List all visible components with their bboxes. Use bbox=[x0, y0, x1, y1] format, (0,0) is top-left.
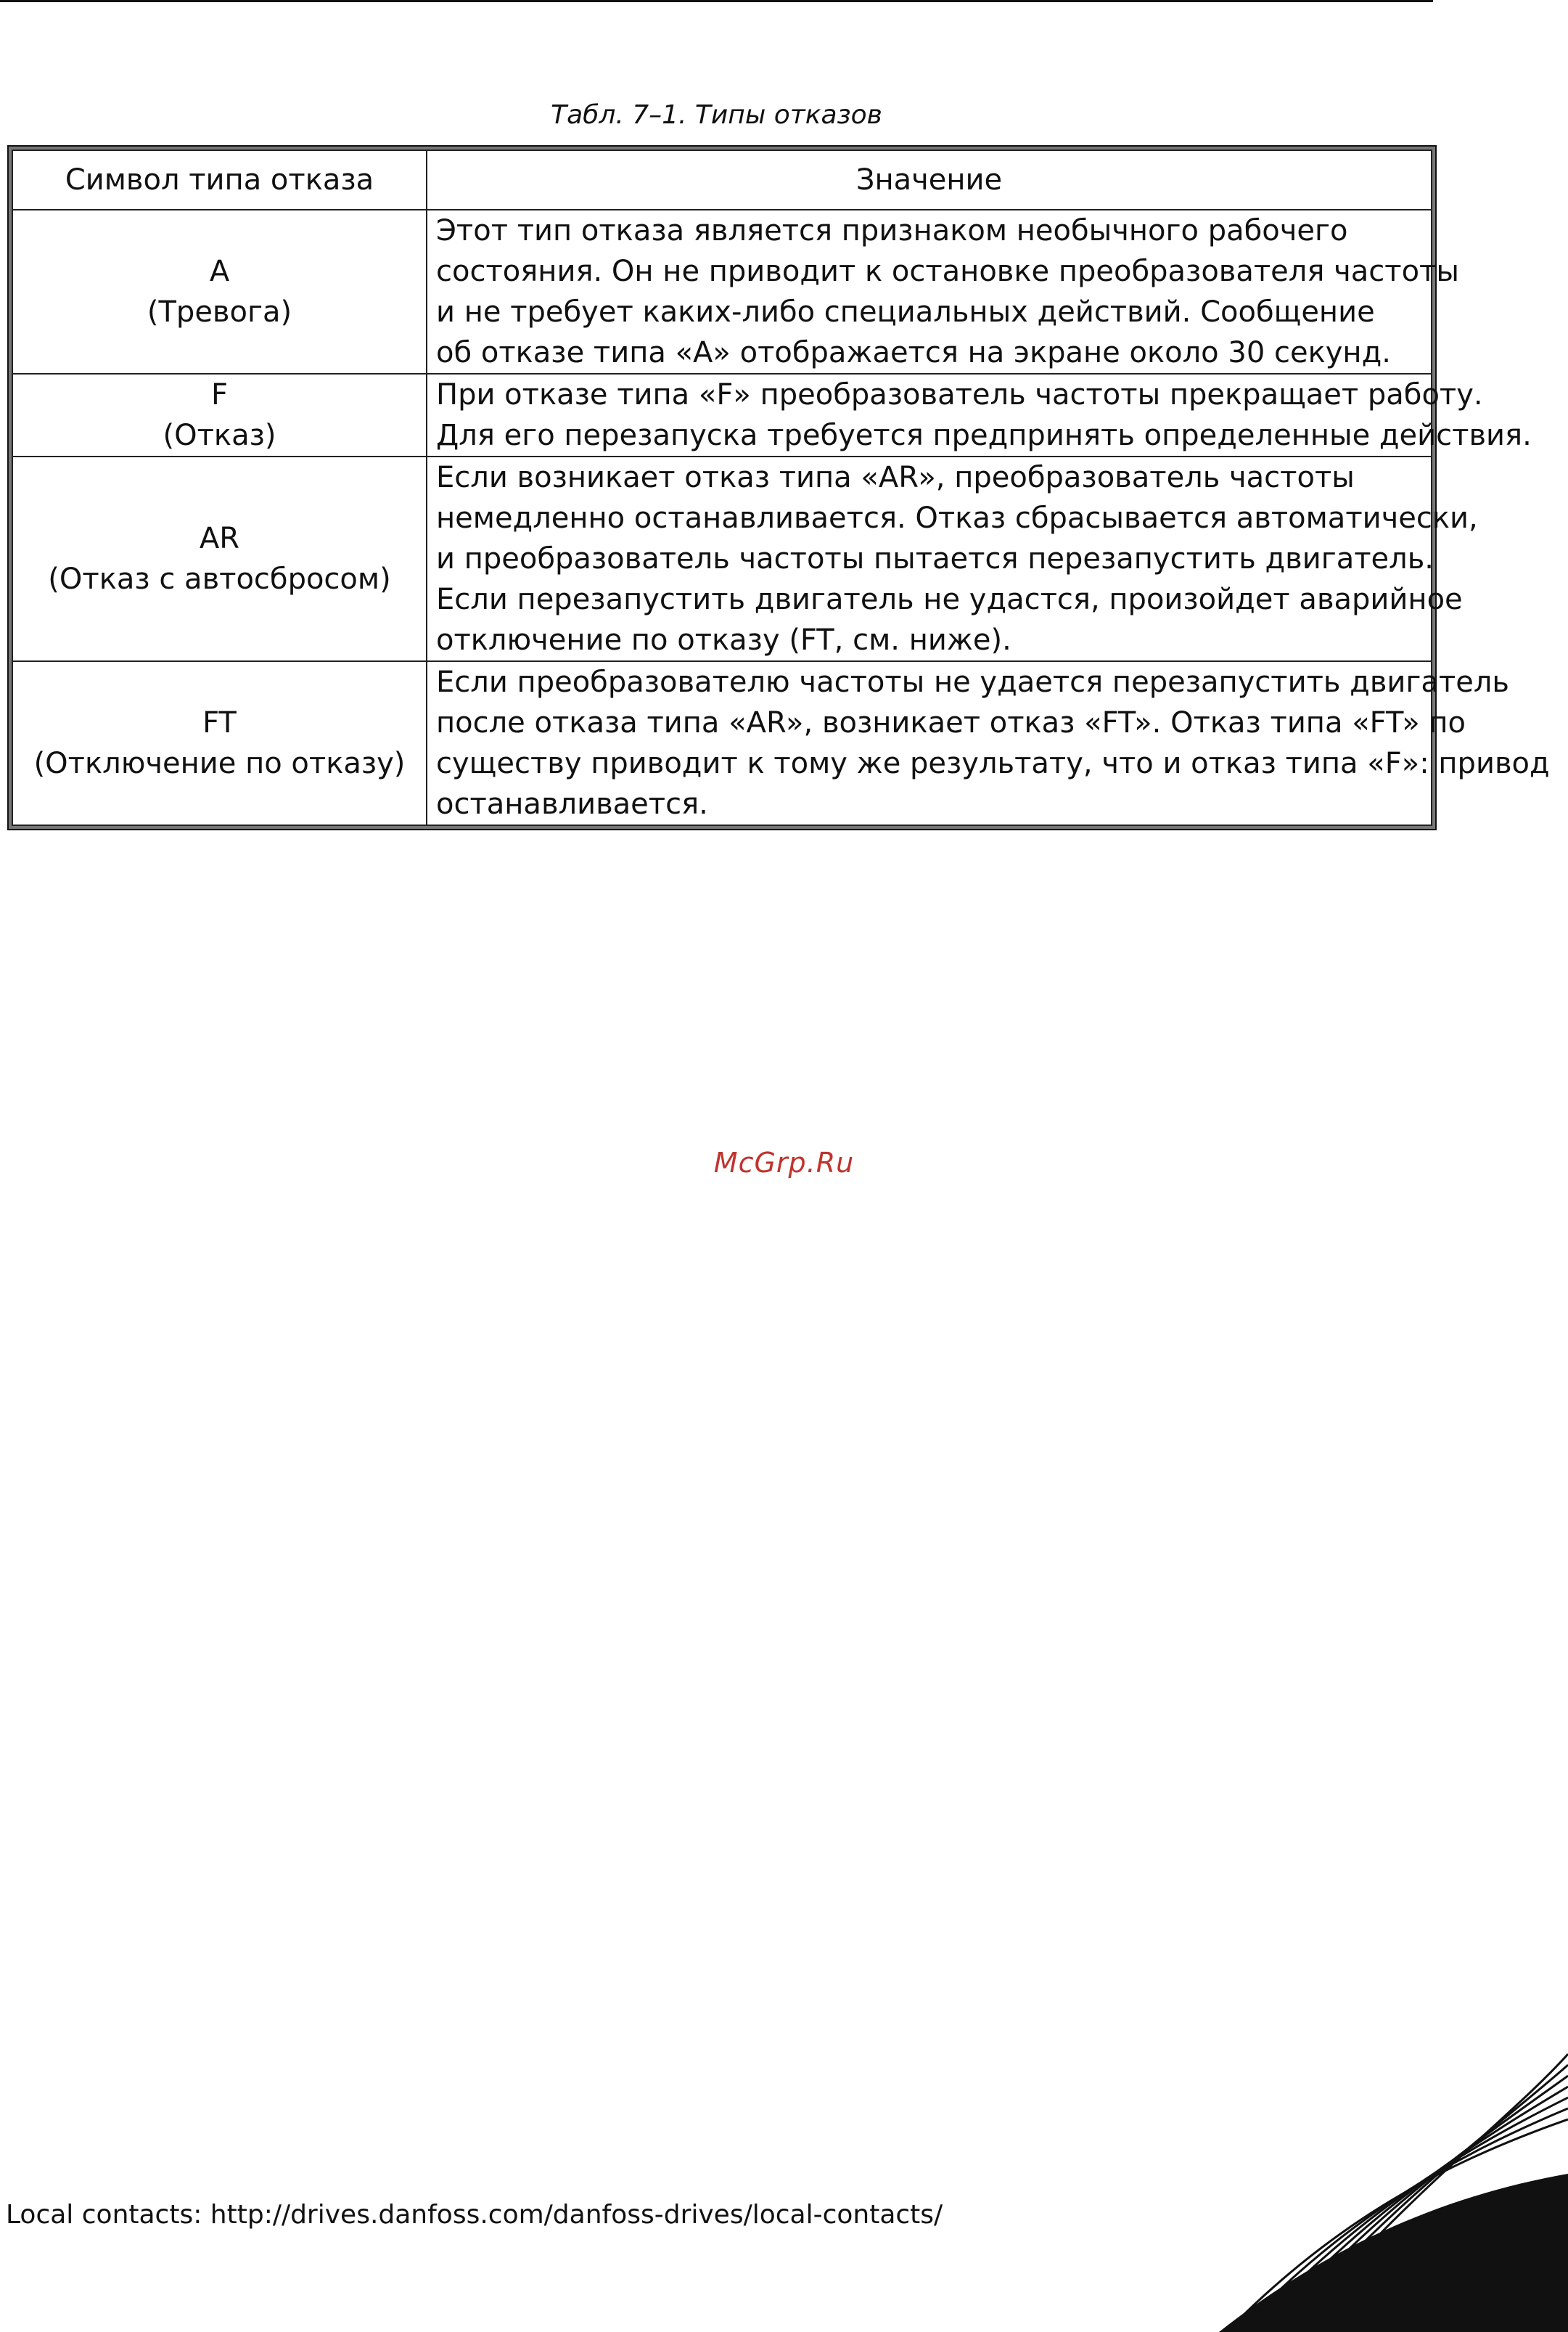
swoosh-solid bbox=[1219, 2174, 1568, 2332]
meaning-line: Если возникает отказ типа «AR», преобразователь частоты bbox=[436, 461, 1355, 494]
fault-name: (Тревога) bbox=[147, 295, 292, 329]
fault-name: (Отключение по отказу) bbox=[33, 747, 406, 780]
header-meaning: Значение bbox=[427, 150, 1432, 210]
fault-name: (Отказ с автосбросом) bbox=[48, 562, 391, 596]
meaning-line: существу приводит к тому же результату, что и отказ типа «F»: привод bbox=[436, 747, 1550, 780]
meaning-line: и не требует каких-либо специальных действий. Сообщение bbox=[436, 295, 1375, 329]
meaning-line: состояния. Он не приводит к остановке преобразователя частоты bbox=[436, 255, 1459, 288]
fault-name: (Отказ) bbox=[163, 419, 276, 452]
meaning-line: после отказа типа «AR», возникает отказ «FT». Отказ типа «FT» по bbox=[436, 706, 1466, 740]
meaning-line: и преобразователь частоты пытается перезапустить двигатель. bbox=[436, 542, 1434, 576]
fault-code: FT bbox=[202, 706, 237, 740]
table-caption: Табл. 7–1. Типы отказов bbox=[551, 100, 882, 130]
meaning-line: При отказе типа «F» преобразователь частоты прекращает работу. bbox=[436, 378, 1483, 412]
meaning-line: отключение по отказу (FT, см. ниже). bbox=[436, 623, 1011, 657]
meaning-line: немедленно останавливается. Отказ сбрасывается автоматически, bbox=[436, 502, 1478, 535]
fault-code: AR bbox=[199, 522, 240, 555]
footer-local-contacts: Local contacts: http://drives.danfoss.com/danfoss-drives/local-contacts/ bbox=[6, 2200, 943, 2230]
fault-code: A bbox=[209, 255, 230, 288]
meaning-line: Если перезапустить двигатель не удастся, произойдет аварийное bbox=[436, 583, 1463, 616]
header-symbol: Символ типа отказа bbox=[12, 150, 427, 210]
watermark-link[interactable]: McGrp.Ru bbox=[713, 1147, 855, 1179]
meaning-line: об отказе типа «A» отображается на экране около 30 секунд. bbox=[436, 336, 1391, 369]
meaning-line: Для его перезапуска требуется предпринять определенные действия. bbox=[436, 419, 1532, 452]
meaning-line: Этот тип отказа является признаком необычного рабочего bbox=[436, 214, 1348, 247]
meaning-line: останавливается. bbox=[436, 787, 708, 821]
fault-code: F bbox=[210, 378, 228, 412]
meaning-line: Если преобразователю частоты не удается перезапустить двигатель bbox=[436, 666, 1509, 699]
